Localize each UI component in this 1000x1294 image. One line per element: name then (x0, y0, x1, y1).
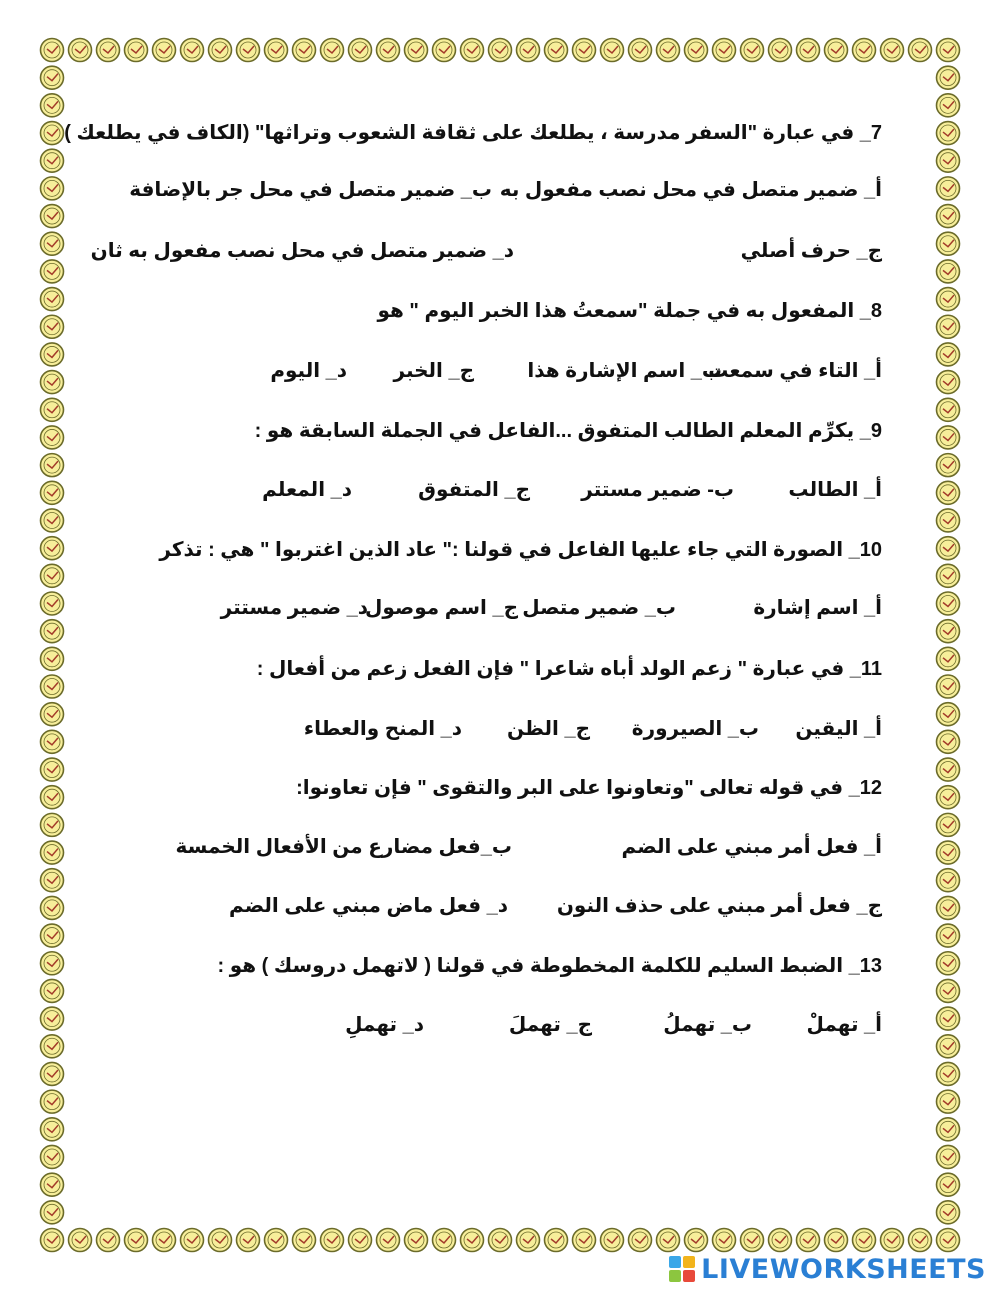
question-11-stem: 11_ في عبارة " زعم الولد أباه شاعرا " فإن الفعل زعم من أفعال : (256, 658, 882, 680)
clock-token-icon (237, 1229, 260, 1252)
clock-token-icon (97, 39, 120, 62)
clock-token-icon (321, 39, 344, 62)
clock-token-icon (937, 1201, 960, 1224)
clock-token-icon (41, 537, 64, 560)
question-12-stem: 12_ في قوله تعالى "وتعاونوا على البر والتقوى " فإن تعاونوا: (296, 777, 882, 799)
clock-token-icon (937, 343, 960, 366)
clock-token-icon (41, 343, 64, 366)
question-12-options-row-1 (162, 834, 882, 860)
question-8-option-b[interactable]: ب_ اسم الإشارة هذا (527, 360, 722, 382)
clock-token-icon (41, 730, 64, 753)
clock-token-icon (937, 647, 960, 670)
clock-token-icon (937, 1118, 960, 1141)
clock-token-icon (741, 39, 764, 62)
clock-token-icon (41, 1118, 64, 1141)
clock-token-icon (937, 149, 960, 172)
question-9-option-a[interactable]: أ_ الطالب (788, 479, 882, 501)
clock-token-icon (937, 1229, 960, 1252)
question-11-options (242, 716, 882, 742)
clock-token-icon (629, 1229, 652, 1252)
clock-token-icon (909, 39, 932, 62)
question-10-option-a[interactable]: أ_ اسم إشارة (753, 597, 882, 619)
clock-token-icon (377, 1229, 400, 1252)
clock-token-icon (41, 1201, 64, 1224)
clock-token-icon (41, 288, 64, 311)
clock-token-icon (937, 924, 960, 947)
clock-token-icon (97, 1229, 120, 1252)
clock-token-icon (769, 1229, 792, 1252)
clock-token-icon (825, 39, 848, 62)
question-8-stem: 8_ المفعول به في جملة "سمعتُ هذا الخبر اليوم " هو (377, 300, 882, 322)
clock-token-icon (937, 94, 960, 117)
clock-token-icon (853, 1229, 876, 1252)
clock-token-icon (433, 1229, 456, 1252)
clock-token-icon (937, 1035, 960, 1058)
clock-token-icon (601, 39, 624, 62)
clock-token-icon (937, 260, 960, 283)
clock-token-icon (433, 39, 456, 62)
clock-token-icon (125, 39, 148, 62)
clock-token-icon (937, 1173, 960, 1196)
clock-token-icon (41, 952, 64, 975)
clock-token-icon (41, 122, 64, 145)
clock-token-icon (937, 39, 960, 62)
question-9-stem: 9_ يكرِّم المعلم الطالب المتفوق ...الفاعل في الجملة السابقة هو : (254, 420, 882, 442)
clock-token-icon (69, 39, 92, 62)
question-8-option-c[interactable]: ج_ الخبر (393, 360, 474, 382)
question-13-option-a[interactable]: أ_ تهملْ (806, 1014, 882, 1036)
question-12-option-b[interactable]: ب_فعل مضارع من الأفعال الخمسة (175, 836, 512, 858)
question-10-options (162, 595, 882, 621)
clock-token-icon (853, 39, 876, 62)
clock-token-icon (41, 426, 64, 449)
clock-token-icon (573, 39, 596, 62)
clock-token-icon (237, 39, 260, 62)
clock-token-icon (937, 675, 960, 698)
clock-token-icon (937, 426, 960, 449)
clock-token-icon (517, 39, 540, 62)
clock-token-icon (545, 39, 568, 62)
clock-token-icon (69, 1229, 92, 1252)
clock-token-icon (573, 1229, 596, 1252)
clock-token-icon (797, 39, 820, 62)
clock-token-icon (657, 39, 680, 62)
clock-token-icon (937, 537, 960, 560)
clock-token-icon (41, 758, 64, 781)
clock-token-icon (769, 39, 792, 62)
clock-token-icon (937, 315, 960, 338)
question-12-option-a[interactable]: أ_ فعل أمر مبني على الضم (621, 836, 882, 858)
clock-token-icon (349, 1229, 372, 1252)
liveworksheets-logo-icon (669, 1256, 695, 1282)
clock-token-icon (125, 1229, 148, 1252)
clock-token-icon (153, 1229, 176, 1252)
clock-token-icon (937, 454, 960, 477)
question-11-option-d[interactable]: د_ المنح والعطاء (303, 718, 462, 740)
question-9-option-b[interactable]: ب- ضمير مستتر (581, 479, 734, 501)
clock-token-icon (41, 1145, 64, 1168)
clock-token-icon (209, 1229, 232, 1252)
question-13-options (282, 1012, 882, 1038)
clock-token-icon (41, 1090, 64, 1113)
clock-token-icon (41, 1007, 64, 1030)
question-7-stem: 7_ في عبارة "السفر مدرسة ، يطلعك على ثقافة الشعوب وتراثها" (الكاف في يطلعك ) (64, 122, 882, 144)
clock-token-icon (405, 1229, 428, 1252)
question-11-option-a[interactable]: أ_ اليقين (795, 718, 882, 740)
clock-token-icon (41, 1173, 64, 1196)
clock-token-icon (41, 205, 64, 228)
clock-token-icon (41, 1035, 64, 1058)
clock-token-icon (937, 232, 960, 255)
clock-token-icon (41, 703, 64, 726)
clock-token-icon (937, 813, 960, 836)
clock-token-icon (517, 1229, 540, 1252)
liveworksheets-wordmark: LIVEWORKSHEETS (701, 1253, 986, 1285)
clock-token-icon (881, 1229, 904, 1252)
logo-tile (669, 1270, 681, 1282)
clock-token-icon (41, 94, 64, 117)
question-10-option-d[interactable]: د_ ضمير مستتر (220, 597, 368, 619)
clock-token-icon (937, 703, 960, 726)
clock-token-icon (41, 1062, 64, 1085)
clock-token-icon (41, 509, 64, 532)
logo-tile (683, 1256, 695, 1268)
clock-token-icon (937, 786, 960, 809)
clock-token-icon (657, 1229, 680, 1252)
clock-token-icon (909, 1229, 932, 1252)
clock-token-icon (937, 66, 960, 89)
clock-token-icon (713, 1229, 736, 1252)
question-7-options-row-1 (129, 177, 882, 203)
clock-token-icon (41, 841, 64, 864)
clock-token-icon (41, 564, 64, 587)
clock-token-icon (41, 924, 64, 947)
clock-token-icon (405, 39, 428, 62)
clock-token-icon (209, 39, 232, 62)
clock-token-icon (181, 39, 204, 62)
clock-token-icon (937, 288, 960, 311)
clock-token-icon (41, 647, 64, 670)
clock-token-icon (461, 39, 484, 62)
question-9-option-d[interactable]: د_ المعلم (262, 479, 352, 501)
clock-token-icon (349, 39, 372, 62)
clock-token-icon (713, 39, 736, 62)
question-7-options-row-2 (90, 238, 882, 264)
clock-token-icon (937, 509, 960, 532)
liveworksheets-brand[interactable] (669, 1252, 986, 1286)
clock-token-icon (741, 1229, 764, 1252)
question-10-option-c[interactable]: ج_ اسم موصول (365, 597, 518, 619)
question-8-option-d[interactable]: د_ اليوم (270, 360, 347, 382)
question-11-option-c[interactable]: ج_ الظن (507, 718, 590, 740)
clock-token-icon (601, 1229, 624, 1252)
clock-token-icon (461, 1229, 484, 1252)
question-12-option-d[interactable]: د_ فعل ماض مبني على الضم (229, 895, 508, 917)
clock-token-icon (41, 979, 64, 1002)
question-7-option-d[interactable]: د_ ضمير متصل في محل نصب مفعول به ثان (90, 240, 514, 262)
question-12-option-c[interactable]: ج_ فعل أمر مبني على حذف النون (556, 895, 882, 917)
question-13-option-d[interactable]: د_ تهملِ (345, 1014, 424, 1036)
clock-token-icon (797, 1229, 820, 1252)
question-7-option-a[interactable]: أ_ ضمير متصل في محل نصب مفعول به (499, 179, 882, 201)
clock-token-icon (489, 39, 512, 62)
clock-token-icon (937, 371, 960, 394)
question-7-option-c[interactable]: ج_ حرف أصلي (740, 240, 882, 262)
clock-token-icon (41, 481, 64, 504)
question-13-stem: 13_ الضبط السليم للكلمة المخطوطة في قولنا ( لاتهمل دروسك ) هو : (217, 955, 882, 977)
clock-token-icon (377, 39, 400, 62)
clock-token-icon (41, 315, 64, 338)
clock-token-icon (41, 260, 64, 283)
question-9-options (202, 477, 882, 503)
clock-token-icon (937, 564, 960, 587)
clock-token-icon (937, 1007, 960, 1030)
clock-token-icon (41, 813, 64, 836)
clock-token-icon (41, 149, 64, 172)
clock-token-icon (881, 39, 904, 62)
clock-token-icon (41, 592, 64, 615)
clock-token-icon (41, 177, 64, 200)
clock-token-icon (937, 1145, 960, 1168)
clock-token-icon (41, 398, 64, 421)
clock-token-icon (825, 1229, 848, 1252)
clock-token-icon (41, 675, 64, 698)
clock-token-icon (937, 122, 960, 145)
clock-token-icon (41, 371, 64, 394)
clock-token-icon (545, 1229, 568, 1252)
clock-token-icon (41, 454, 64, 477)
question-13-option-b[interactable]: ب_ تهملُ (663, 1014, 752, 1036)
question-10-option-b[interactable]: ب_ ضمير متصل (522, 597, 676, 619)
clock-token-icon (629, 39, 652, 62)
clock-token-icon (41, 66, 64, 89)
question-7-option-b[interactable]: ب_ ضمير متصل في محل جر بالإضافة (129, 179, 492, 201)
question-12-options-row-2 (162, 893, 882, 919)
clock-token-icon (181, 1229, 204, 1252)
question-13-option-c[interactable]: ج_ تهملَ (508, 1014, 592, 1036)
clock-token-icon (937, 1062, 960, 1085)
clock-token-icon (265, 1229, 288, 1252)
clock-token-icon (937, 979, 960, 1002)
clock-token-icon (937, 841, 960, 864)
clock-token-icon (937, 177, 960, 200)
clock-token-icon (293, 39, 316, 62)
question-11-option-b[interactable]: ب_ الصيرورة (631, 718, 759, 740)
question-9-option-c[interactable]: ج_ المتفوق (418, 479, 530, 501)
clock-token-icon (937, 896, 960, 919)
clock-token-icon (937, 758, 960, 781)
clock-token-icon (937, 869, 960, 892)
clock-token-icon (41, 896, 64, 919)
clock-token-icon (937, 481, 960, 504)
logo-tile (683, 1270, 695, 1282)
question-8-options (202, 358, 882, 384)
clock-token-icon (489, 1229, 512, 1252)
clock-token-icon (293, 1229, 316, 1252)
clock-token-icon (937, 620, 960, 643)
clock-token-icon (153, 39, 176, 62)
question-8-option-a[interactable]: أ_ التاء في سمعت (708, 360, 882, 382)
clock-token-icon (685, 39, 708, 62)
clock-token-icon (265, 39, 288, 62)
clock-token-icon (321, 1229, 344, 1252)
logo-tile (669, 1256, 681, 1268)
clock-token-icon (937, 1090, 960, 1113)
clock-token-icon (937, 730, 960, 753)
clock-token-icon (937, 592, 960, 615)
clock-token-icon (41, 1229, 64, 1252)
clock-token-icon (41, 869, 64, 892)
clock-token-icon (41, 39, 64, 62)
clock-token-icon (937, 398, 960, 421)
clock-token-icon (685, 1229, 708, 1252)
clock-token-icon (937, 952, 960, 975)
clock-token-icon (937, 205, 960, 228)
clock-token-icon (41, 786, 64, 809)
question-10-stem: 10_ الصورة التي جاء عليها الفاعل في قولنا :" عاد الذين اغتربوا " هي : تذكر (159, 539, 882, 561)
clock-token-icon (41, 232, 64, 255)
clock-token-icon (41, 620, 64, 643)
